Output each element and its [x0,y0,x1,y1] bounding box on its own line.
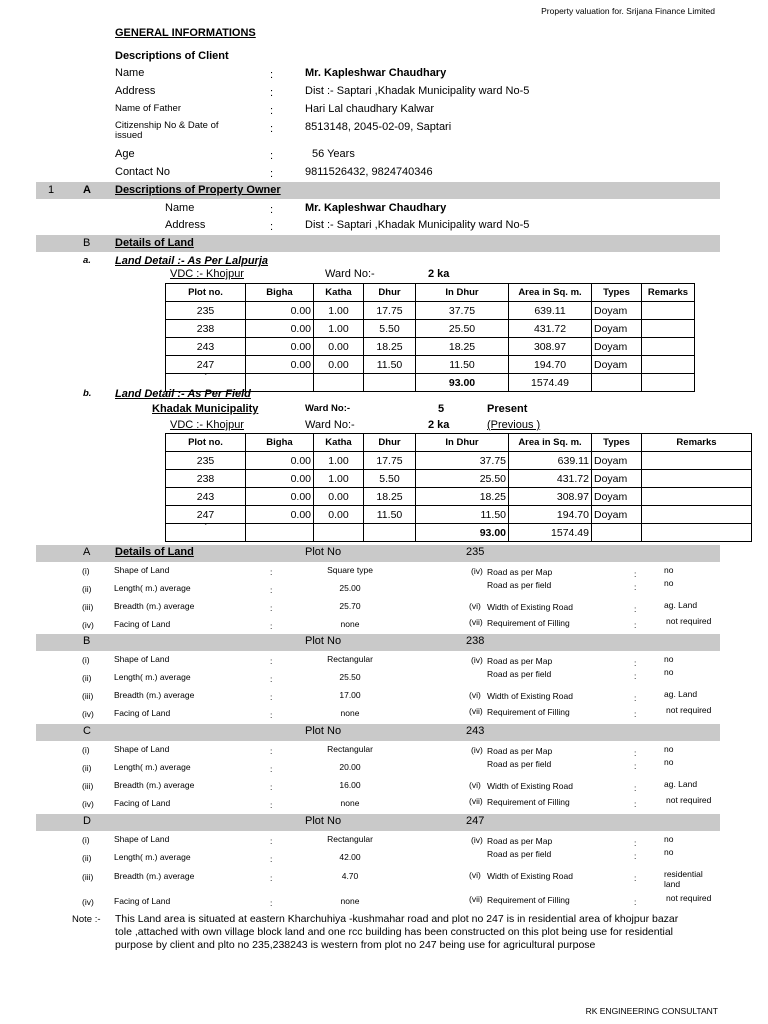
plot-road-label: Road as per Map [487,746,553,756]
cell-in-dhur: 25.50 [416,320,509,338]
plot-no-label: Plot No [305,546,342,558]
row-roman: (vi) [469,870,481,880]
plot-no-value: 243 [466,725,485,737]
plot-letter: C [83,725,91,737]
cell-bigha: 0.00 [246,470,314,488]
owner-name-label: Name [165,202,195,214]
plot-road-value: ag. Land [664,779,698,789]
colon: : [270,656,273,666]
colon: : [634,897,637,907]
field-ward-label-2: Ward No:- [305,419,355,431]
plot-no-label: Plot No [305,815,342,827]
plot-field-label: Length( m.) average [114,852,191,862]
row-roman: (iii) [82,872,94,882]
column-header: Plot no. [166,284,246,302]
lalpurja-ward-value: 2 ka [428,268,450,280]
row-roman: (iii) [82,691,94,701]
field-municipality: Khadak Municipality [152,403,259,415]
colon: : [270,800,273,810]
colon: : [634,783,637,793]
row-roman: (vii) [469,706,483,716]
cell-type: Doyam [592,470,642,488]
row-roman: (iv) [82,897,94,907]
table-header-row [166,434,752,452]
plot-field-value: none [340,708,360,718]
plot-road-value: ag. Land [664,689,698,699]
row-roman: (iv) [471,745,483,755]
colon: : [270,221,274,233]
plot-road-value: no [664,667,674,677]
colon: : [270,764,273,774]
cell-bigha: 0.00 [246,356,314,374]
cell-katha: 0.00 [314,488,364,506]
plot-road-label: Road as per Map [487,567,553,577]
column-header: Remarks [642,284,695,302]
row-roman: (iv) [471,835,483,845]
colon: : [634,658,637,668]
row-roman: (vii) [469,617,483,627]
total-area: 1574.49 [509,524,592,542]
cell-remarks [642,506,752,524]
note-text [115,913,678,952]
plot-field-label: Breadth (m.) average [114,690,195,700]
cell-plot: 238 [166,470,246,488]
colon: : [270,105,274,117]
plot-field-value: 25.50 [339,672,361,682]
plot-field-label: Breadth (m.) average [114,601,195,611]
table-header-row [166,284,695,302]
cell-area: 308.97 [509,338,592,356]
table-row [166,452,752,470]
colon: : [634,693,637,703]
field-table [165,433,752,542]
note-line: This Land area is situated at eastern Kharchuhiya -kushmahar road and plot no 247 is in residential area of khojpur bazar [115,913,679,925]
plot-road-value: no [664,834,674,844]
plot-road-label: Road as per Map [487,656,553,666]
table-row [166,302,695,320]
cell-dhur: 5.50 [364,470,416,488]
colon: : [270,782,273,792]
cell-type: Doyam [592,506,642,524]
row-roman: (vi) [469,601,481,611]
plot-field-value: Square type [327,565,373,575]
colon: : [270,873,273,883]
row-roman: (ii) [82,853,92,863]
row-roman: (iv) [82,799,94,809]
land-section-letter: B [83,237,91,249]
plot-field-label: Length( m.) average [114,762,191,772]
plot-field-value: 42.00 [339,852,361,862]
cell-in-dhur: 11.50 [416,356,509,374]
colon: : [270,567,273,577]
plot-band [36,814,720,831]
colon: : [270,585,273,595]
colon: : [634,671,637,681]
plot-field-value: 4.70 [341,871,359,881]
lalpurja-vdc: VDC :- Khojpur [170,268,244,280]
colon: : [270,854,273,864]
colon: : [270,87,274,99]
cell-dhur: 18.25 [364,488,416,506]
client-field-value: 56 Years [312,148,355,160]
field-ward-value: 5 [438,403,445,415]
row-roman: (vi) [469,780,481,790]
plot-road-label: Requirement of Filling [487,797,570,807]
owner-name: Mr. Kapleshwar Chaudhary [305,202,447,214]
plot-road-value: no [664,565,674,575]
column-header: Remarks [642,434,752,452]
cell-remarks [642,302,695,320]
row-roman: (i) [82,566,90,576]
column-header: Area in Sq. m. [509,284,592,302]
field-previous: (Previous ) [487,419,541,431]
cell-dhur: 17.75 [364,452,416,470]
plot-road-value: ag. Land [664,600,698,610]
row-roman: (i) [82,655,90,665]
table-row [166,356,695,374]
client-field-value: Mr. Kapleshwar Chaudhary [305,67,447,79]
field-vdc: VDC :- Khojpur [170,419,244,431]
colon: : [634,620,637,630]
column-header: Bigha [246,434,314,452]
plot-field-label: Facing of Land [114,708,171,718]
colon: : [270,603,273,613]
colon: : [634,604,637,614]
colon: : [270,710,273,720]
owner-heading: Descriptions of Property Owner [115,184,281,196]
plot-letter: D [83,815,91,827]
colon: : [634,799,637,809]
row-roman: (iii) [82,781,94,791]
total-mark: ` [166,524,246,542]
colon: : [270,168,274,180]
land-heading: Details of Land [115,237,194,249]
plot-field-label: Shape of Land [114,654,170,664]
plot-road-value: no [664,654,674,664]
plot-road-label: Requirement of Filling [487,707,570,717]
client-field-label: Age [115,148,135,160]
client-field-value: 8513148, 2045-02-09, Saptari [305,121,452,133]
owner-address: Dist :- Saptari ,Khadak Municipality ward No-5 [305,219,530,231]
plot-field-label: Facing of Land [114,896,171,906]
subsection-marker-a: a. [83,255,91,266]
plot-no-value: 238 [466,635,485,647]
row-roman: (iv) [82,620,94,630]
colon: : [270,898,273,908]
colon: : [270,123,274,135]
owner-section-letter: A [83,184,91,196]
cell-dhur: 11.50 [364,356,416,374]
client-field-label: Name of Father [115,103,181,114]
plot-road-label: Road as per Map [487,836,553,846]
plots-heading: Details of Land [115,546,194,558]
plot-no-value: 235 [466,546,485,558]
column-header: Dhur [364,434,416,452]
colon: : [270,621,273,631]
cell-plot: 243 [166,488,246,506]
cell-in-dhur: 18.25 [416,338,509,356]
colon: : [270,746,273,756]
document-footer: RK ENGINEERING CONSULTANT [585,1006,718,1016]
plot-no-value: 247 [466,815,485,827]
plot-road-label: Width of Existing Road [487,781,573,791]
row-roman: (ii) [82,584,92,594]
column-header: Types [592,284,642,302]
column-header: Katha [314,284,364,302]
cell-bigha: 0.00 [246,506,314,524]
table-total-row [166,524,752,542]
cell-in-dhur: 37.75 [416,302,509,320]
client-field-label: Name [115,67,145,79]
plot-road-label: Width of Existing Road [487,602,573,612]
client-field-value: Hari Lal chaudhary Kalwar [305,103,435,115]
cell-bigha: 0.00 [246,302,314,320]
column-header: Plot no. [166,434,246,452]
total-in-dhur: 93.00 [416,524,509,542]
plot-road-value: no [664,757,674,767]
table-row [166,506,752,524]
cell-area: 639.11 [509,452,592,470]
total-in-dhur: 93.00 [416,374,509,392]
colon: : [270,692,273,702]
colon: : [270,69,274,81]
plot-road-label: Road as per field [487,759,552,769]
field-present: Present [487,403,528,415]
field-ward-value-2: 2 ka [428,419,450,431]
lalpurja-title: Land Detail :- As Per Lalpurja [115,255,269,267]
cell-dhur: 11.50 [364,506,416,524]
cell-katha: 0.00 [314,506,364,524]
cell-remarks [642,452,752,470]
plot-field-value: none [340,798,360,808]
row-roman: (iv) [82,709,94,719]
client-field-value: Dist :- Saptari ,Khadak Municipality ward No-5 [305,85,530,97]
plot-road-label: Width of Existing Road [487,691,573,701]
plot-road-value: not required [666,795,712,805]
cell-dhur: 18.25 [364,338,416,356]
cell-area: 194.70 [509,356,592,374]
plot-field-label: Breadth (m.) average [114,871,195,881]
row-roman: (i) [82,835,90,845]
cell-remarks [642,320,695,338]
row-roman: (vi) [469,690,481,700]
cell-area: 308.97 [509,488,592,506]
colon: : [634,748,637,758]
colon: : [270,674,273,684]
plot-band [36,724,720,741]
owner-section-number: 1 [48,184,55,196]
cell-in-dhur: 25.50 [416,470,509,488]
cell-katha: 1.00 [314,452,364,470]
lalpurja-ward-label: Ward No:- [325,268,375,280]
plot-road-label: Requirement of Filling [487,895,570,905]
plot-field-label: Facing of Land [114,798,171,808]
plot-road-value: no [664,578,674,588]
plot-field-value: Rectangular [327,834,373,844]
cell-type: Doyam [592,338,642,356]
colon: : [270,204,274,216]
client-field-label: Contact No [115,166,171,178]
cell-plot: 243 [166,338,246,356]
row-roman: (iii) [82,602,94,612]
plot-field-label: Shape of Land [114,565,170,575]
cell-in-dhur: 18.25 [416,488,509,506]
plot-road-value: not required [666,893,712,903]
column-header: Bigha [246,284,314,302]
cell-area: 431.72 [509,470,592,488]
cell-bigha: 0.00 [246,452,314,470]
cell-type: Doyam [592,488,642,506]
cell-katha: 0.00 [314,338,364,356]
column-header: In Dhur [416,284,509,302]
colon: : [270,150,274,162]
cell-type: Doyam [592,302,642,320]
plot-field-value: 25.70 [339,601,361,611]
cell-remarks [642,338,695,356]
cell-plot: 235 [166,452,246,470]
plot-letter: A [83,546,91,558]
field-ward-label: Ward No:- [305,403,351,414]
plot-road-label: Road as per field [487,849,552,859]
plot-road-value: no [664,847,674,857]
plot-field-label: Length( m.) average [114,583,191,593]
colon: : [634,873,637,883]
plot-field-label: Breadth (m.) average [114,780,195,790]
cell-type: Doyam [592,452,642,470]
cell-plot: 235 [166,302,246,320]
client-field-value: 9811526432, 9824740346 [305,166,433,178]
cell-area: 194.70 [509,506,592,524]
lalpurja-table [165,283,695,392]
plot-road-label: Width of Existing Road [487,871,573,881]
column-header: Dhur [364,284,416,302]
plot-no-label: Plot No [305,725,342,737]
cell-katha: 1.00 [314,302,364,320]
table-row [166,338,695,356]
plot-field-value: 20.00 [339,762,361,772]
cell-bigha: 0.00 [246,488,314,506]
plot-road-label: Road as per field [487,669,552,679]
row-roman: (iv) [471,655,483,665]
cell-plot: 247 [166,506,246,524]
plot-field-label: Shape of Land [114,744,170,754]
cell-type: Doyam [592,356,642,374]
plot-road-label: Requirement of Filling [487,618,570,628]
plot-no-label: Plot No [305,635,342,647]
cell-katha: 1.00 [314,320,364,338]
plot-field-value: 25.00 [339,583,361,593]
plot-field-value: Rectangular [327,744,373,754]
plot-letter: B [83,635,91,647]
table-row [166,470,752,488]
cell-dhur: 17.75 [364,302,416,320]
client-field-label: Address [115,85,156,97]
table-row [166,320,695,338]
subsection-marker-b: b. [83,388,92,399]
cell-plot: 247 [166,356,246,374]
colon: : [634,851,637,861]
plot-road-label: Road as per field [487,580,552,590]
cell-remarks [642,470,752,488]
plot-road-value: not required [666,616,712,626]
plot-field-value: none [340,896,360,906]
plot-field-value: 16.00 [339,780,361,790]
column-header: Types [592,434,642,452]
total-mark: ` [166,374,246,392]
field-title: Land Detail :- As Per Field [115,388,251,400]
cell-bigha: 0.00 [246,320,314,338]
column-header: Katha [314,434,364,452]
cell-plot: 238 [166,320,246,338]
column-header: In Dhur [416,434,509,452]
total-area: 1574.49 [509,374,592,392]
note-line: purpose by client and plto no 235,238243 is western from plot no 247 being use for agricultural purpose [115,939,596,951]
colon: : [634,709,637,719]
cell-in-dhur: 37.75 [416,452,509,470]
colon: : [634,838,637,848]
row-roman: (iv) [471,566,483,576]
colon: : [634,582,637,592]
row-roman: (vii) [469,796,483,806]
plot-road-value: not required [666,705,712,715]
cell-area: 431.72 [509,320,592,338]
plot-field-label: Length( m.) average [114,672,191,682]
colon: : [270,836,273,846]
column-header: Area in Sq. m. [509,434,592,452]
cell-type: Doyam [592,320,642,338]
document-header: Property valuation for. Srijana Finance Limited [541,6,715,16]
cell-katha: 1.00 [314,470,364,488]
colon: : [634,569,637,579]
cell-katha: 0.00 [314,356,364,374]
table-row [166,488,752,506]
plot-field-value: 17.00 [339,690,361,700]
row-roman: (ii) [82,763,92,773]
plot-road-value: no [664,744,674,754]
cell-area: 639.11 [509,302,592,320]
row-roman: (vii) [469,894,483,904]
cell-remarks [642,488,752,506]
cell-dhur: 5.50 [364,320,416,338]
plot-field-value: Rectangular [327,654,373,664]
section-title: GENERAL INFORMATIONS [115,27,256,39]
client-field-label: Citizenship No & Date of issued [115,120,219,141]
cell-in-dhur: 11.50 [416,506,509,524]
row-roman: (ii) [82,673,92,683]
cell-bigha: 0.00 [246,338,314,356]
owner-address-label: Address [165,219,206,231]
note-line: tole ,attached with own village block land and one rcc building has been constructed on this plot being use for residential [115,926,674,938]
row-roman: (i) [82,745,90,755]
note-label: Note :- [72,914,101,925]
client-heading: Descriptions of Client [115,50,229,62]
plot-field-label: Shape of Land [114,834,170,844]
plot-field-label: Facing of Land [114,619,171,629]
colon: : [634,761,637,771]
plot-field-value: none [340,619,360,629]
cell-remarks [642,356,695,374]
plot-band [36,634,720,651]
plot-road-value: residential land [664,869,703,889]
